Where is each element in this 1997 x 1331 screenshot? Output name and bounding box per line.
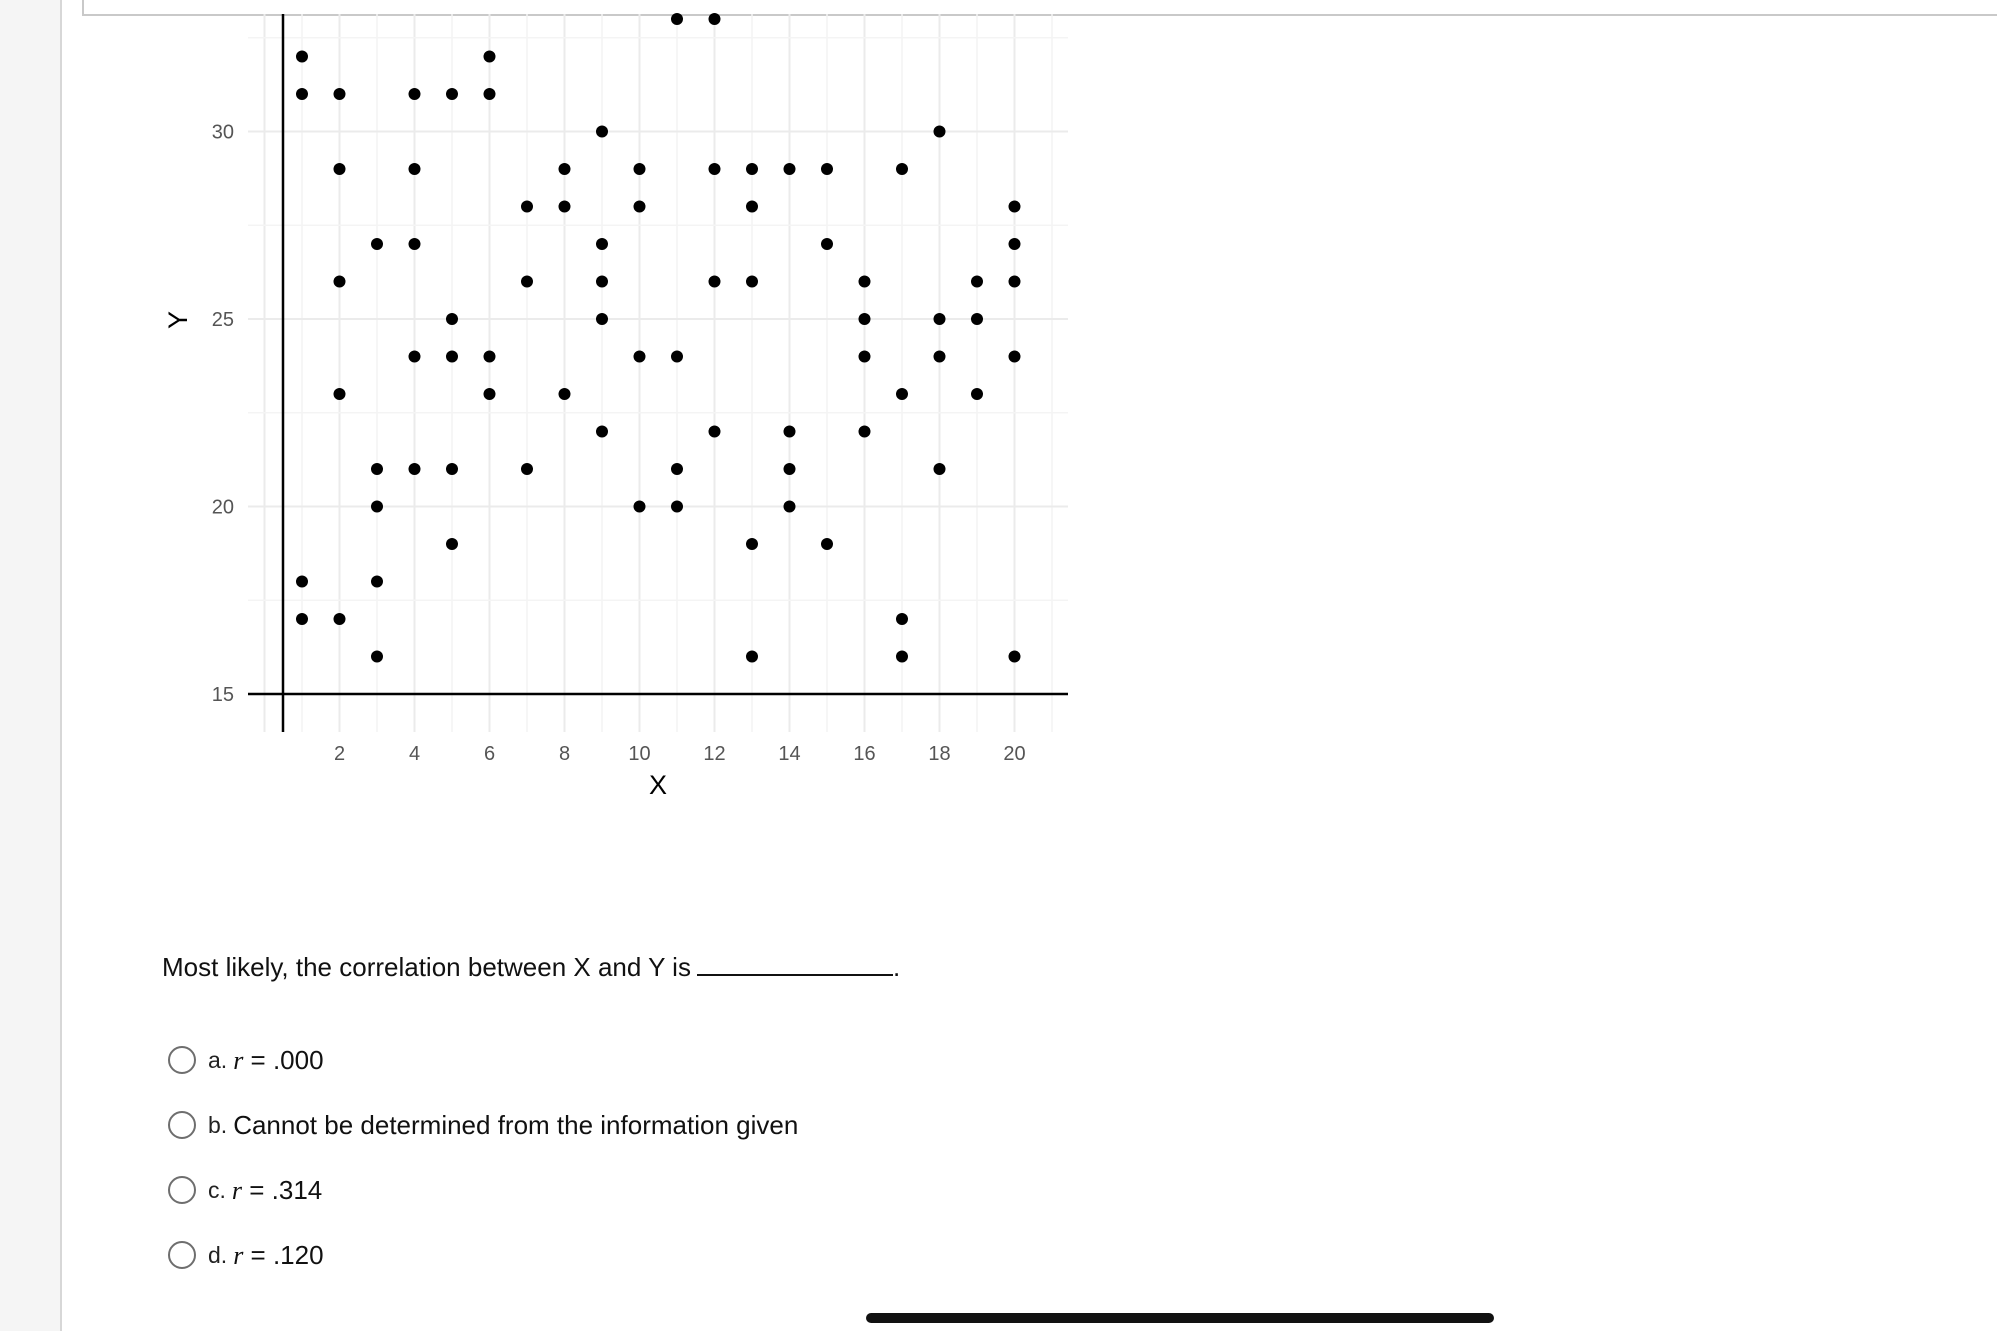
data-point [709, 13, 721, 25]
x-tick-label: 16 [853, 743, 876, 765]
chart-grid [248, 14, 1068, 732]
data-point [709, 163, 721, 175]
x-tick-label: 20 [1003, 743, 1026, 765]
data-point [334, 276, 346, 288]
data-point [859, 276, 871, 288]
option-letter: c. [208, 1176, 226, 1203]
data-point [596, 126, 608, 138]
x-tick-label: 6 [483, 743, 496, 765]
data-point [671, 501, 683, 513]
data-point [634, 201, 646, 213]
data-point [296, 51, 308, 63]
data-point [821, 163, 833, 175]
data-point [896, 163, 908, 175]
data-point [521, 463, 533, 475]
scatter-chart [150, 0, 1100, 810]
data-point [409, 238, 421, 250]
option-d[interactable] [168, 1235, 798, 1275]
option-value: = .000 [243, 1044, 324, 1075]
data-point [971, 388, 983, 400]
data-point [371, 501, 383, 513]
data-point [634, 501, 646, 513]
data-point [671, 13, 683, 25]
data-point [559, 201, 571, 213]
data-point [971, 276, 983, 288]
data-point [821, 238, 833, 250]
radio-option-a[interactable] [168, 1046, 196, 1074]
option-label [232, 1175, 322, 1206]
data-point [709, 426, 721, 438]
data-point [671, 463, 683, 475]
left-gutter [0, 0, 62, 1331]
data-point [934, 351, 946, 363]
data-point [746, 276, 758, 288]
data-point [784, 426, 796, 438]
data-point [334, 388, 346, 400]
x-tick-label: 14 [778, 743, 801, 765]
data-point [334, 163, 346, 175]
data-point [634, 351, 646, 363]
data-point [371, 576, 383, 588]
chart-points [296, 13, 1021, 663]
y-axis-title: Y [163, 310, 193, 330]
data-point [596, 313, 608, 325]
data-point [484, 351, 496, 363]
data-point [634, 163, 646, 175]
data-point [484, 388, 496, 400]
option-c[interactable] [168, 1170, 798, 1210]
data-point [334, 613, 346, 625]
y-tick-label: 25 [211, 309, 234, 331]
data-point [296, 613, 308, 625]
option-r-symbol: r [231, 1175, 243, 1205]
data-point [746, 163, 758, 175]
data-point [971, 313, 983, 325]
data-point [446, 538, 458, 550]
x-tick-label: 10 [628, 743, 651, 765]
data-point [934, 313, 946, 325]
data-point [521, 201, 533, 213]
y-tick-label: 20 [211, 496, 234, 519]
data-point [596, 276, 608, 288]
data-point [296, 576, 308, 588]
horizontal-scrollbar[interactable] [866, 1313, 1494, 1323]
x-tick-label: 12 [703, 743, 726, 765]
y-tick-label: 30 [211, 121, 234, 144]
data-point [446, 351, 458, 363]
data-point [784, 463, 796, 475]
data-point [296, 88, 308, 100]
radio-option-d[interactable] [168, 1241, 196, 1269]
chart-axes [248, 14, 1068, 732]
data-point [896, 651, 908, 663]
data-point [859, 351, 871, 363]
chart-labels [212, 122, 1026, 766]
question-prompt: Most likely, the correlation between X and Y is [162, 952, 691, 982]
data-point [371, 463, 383, 475]
option-value: = .120 [243, 1239, 324, 1270]
x-tick-label: 18 [928, 743, 951, 765]
data-point [446, 463, 458, 475]
data-point [1009, 276, 1021, 288]
data-point [746, 201, 758, 213]
radio-option-b[interactable] [168, 1111, 196, 1139]
option-b[interactable] [168, 1105, 798, 1145]
data-point [559, 163, 571, 175]
option-label [233, 1240, 323, 1271]
x-axis-title: X [648, 770, 668, 800]
data-point [446, 313, 458, 325]
radio-option-c[interactable] [168, 1176, 196, 1204]
data-point [746, 538, 758, 550]
data-point [1009, 351, 1021, 363]
data-point [371, 651, 383, 663]
x-tick-label: 4 [408, 743, 421, 765]
data-point [446, 88, 458, 100]
data-point [821, 538, 833, 550]
data-point [934, 126, 946, 138]
x-tick-label: 2 [333, 743, 346, 765]
data-point [521, 276, 533, 288]
answer-options [168, 1040, 798, 1300]
answer-blank [697, 952, 893, 976]
data-point [409, 163, 421, 175]
option-label [233, 1045, 323, 1076]
data-point [934, 463, 946, 475]
question-trailing: . [892, 952, 901, 982]
data-point [1009, 201, 1021, 213]
option-value: Cannot be determined from the information given [233, 1109, 799, 1140]
data-point [1009, 238, 1021, 250]
data-point [896, 388, 908, 400]
data-point [409, 463, 421, 475]
option-r-symbol: r [233, 1240, 244, 1270]
data-point [671, 351, 683, 363]
option-a[interactable] [168, 1040, 798, 1080]
data-point [409, 351, 421, 363]
data-point [596, 426, 608, 438]
data-point [1009, 651, 1021, 663]
data-point [559, 388, 571, 400]
option-letter: d. [208, 1241, 228, 1268]
question-text [162, 952, 900, 983]
option-letter: b. [208, 1111, 228, 1138]
data-point [896, 613, 908, 625]
data-point [409, 88, 421, 100]
data-point [484, 88, 496, 100]
data-point [334, 88, 346, 100]
option-r-symbol: r [233, 1045, 244, 1075]
option-label [233, 1110, 798, 1141]
x-tick-label: 8 [558, 743, 571, 765]
data-point [709, 276, 721, 288]
data-point [746, 651, 758, 663]
data-point [484, 51, 496, 63]
data-point [859, 313, 871, 325]
data-point [784, 163, 796, 175]
option-value: = .314 [242, 1174, 323, 1205]
y-tick-label: 15 [211, 684, 234, 706]
data-point [596, 238, 608, 250]
option-letter: a. [208, 1046, 228, 1073]
data-point [371, 238, 383, 250]
data-point [784, 501, 796, 513]
data-point [859, 426, 871, 438]
